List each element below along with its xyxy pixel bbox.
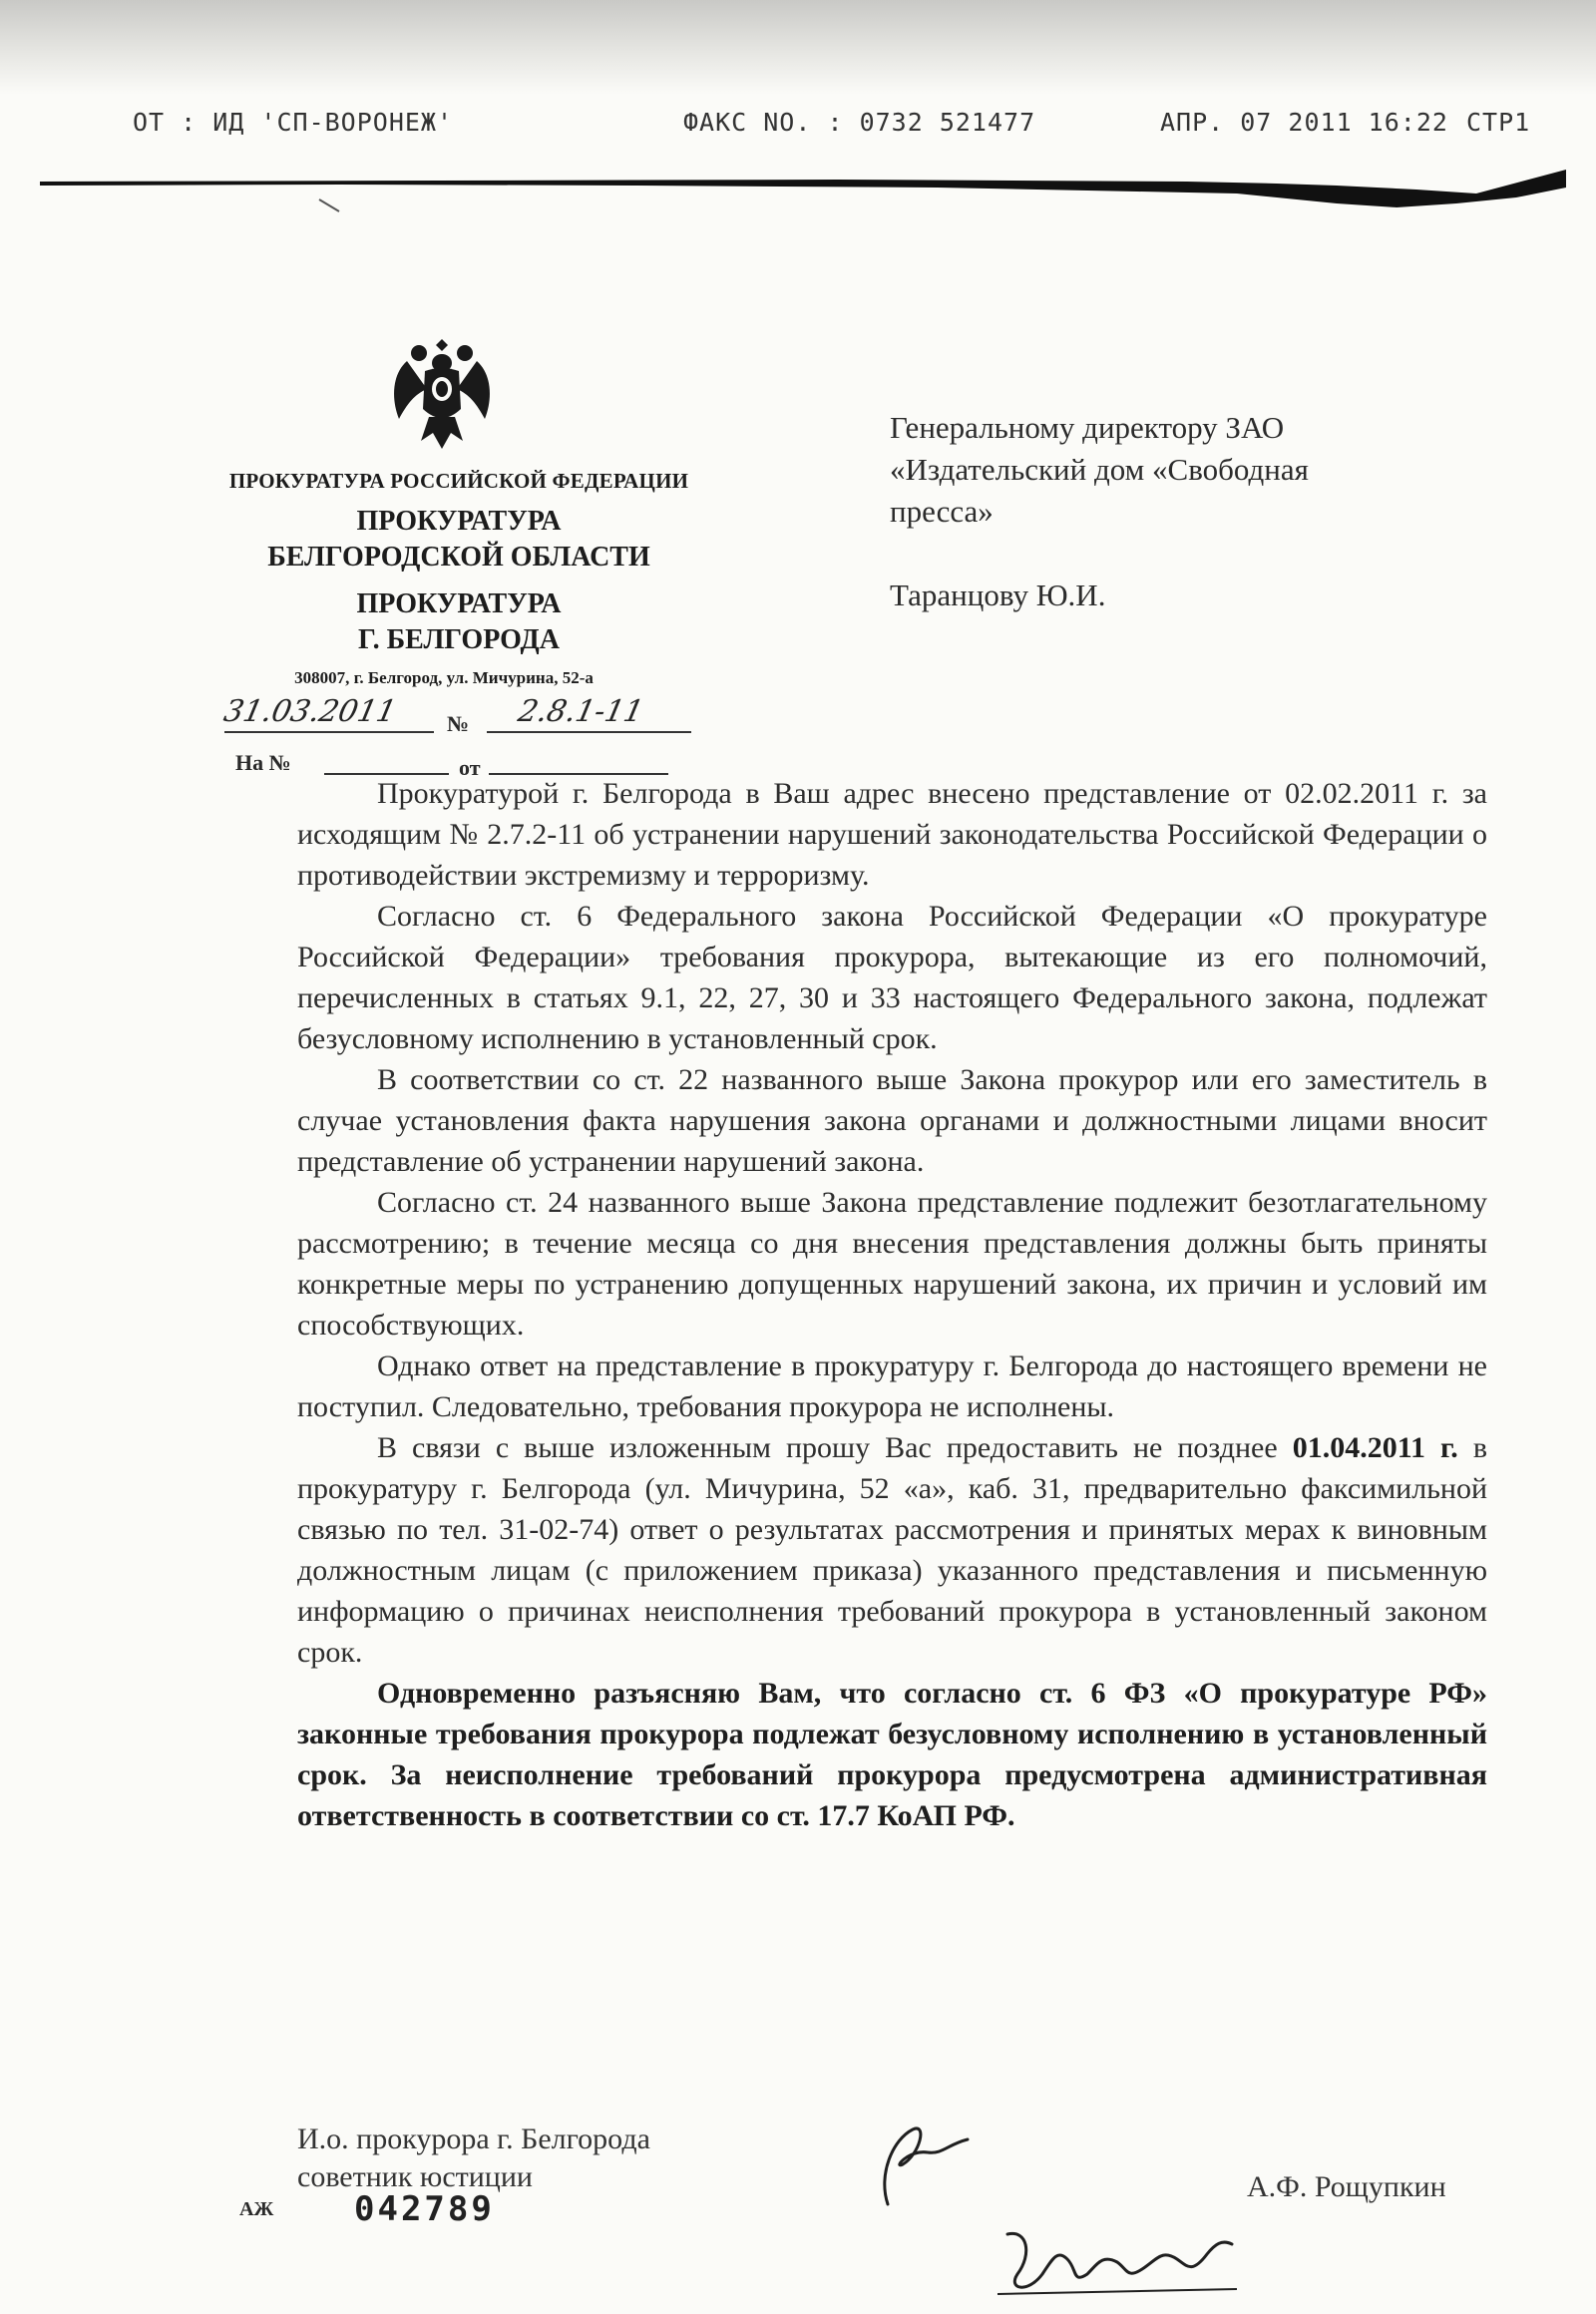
org-region-line1: ПРОКУРАТУРА (356, 506, 562, 537)
scan-shadow (0, 0, 1596, 95)
paragraph-7-warning: Одновременно разъясняю Вам, что согласно ст. 6 ФЗ «О прокуратуре РФ» законные требования прокурора подлежат безусловному исполнению в установленный срок. За неисполнение требований прокурора предусмотрена административная ответственность в соответствии со ст. 17.7 КоАП РФ. (297, 1677, 1487, 1832)
paragraph-6 (297, 1427, 1487, 1673)
signer-title-line1: И.о. прокурора г. Белгорода (297, 2122, 650, 2155)
form-serial-number: 042789 (354, 2189, 495, 2229)
org-federal: ПРОКУРАТУРА РОССИЙСКОЙ ФЕДЕРАЦИИ (228, 469, 689, 493)
paragraph-4: Согласно ст. 24 названного выше Закона представление подлежит безотлагательному рассмотрению; в течение месяца со дня внесения представления должны быть приняты конкретные меры по устранению допущенных нарушений закона, их причин и условий им способствующих. (297, 1186, 1487, 1342)
handwritten-signature-2 (988, 2214, 1247, 2304)
paragraph-2: Согласно ст. 6 Федерального закона Российской Федерации «О прокуратуре Российской Федерации» требования прокурора, вытекающие из его полномочий, перечисленных в статьях 9.1, 22, 27, 30 и 33 настоящего Федерального закона, подлежат безусловному исполнению в установленный срок. (297, 900, 1487, 1055)
ref-from-label: от (459, 755, 481, 780)
outgoing-number-handwritten: 2.8.1-11 (515, 694, 647, 729)
paragraph-6-rest: в прокуратуру г. Белгорода (ул. Мичурина, 52 «а», каб. 31, предварительно факсимильной связью по тел. 31-02-74) ответ о результатах рассмотрения и принятых мерах к виновным должностным лицам (с приложением приказа) указанного представления и письменную информацию о причинах неисполнения требований прокурора в установленный законом срок. (297, 1431, 1487, 1669)
ref-number-label: На № (235, 750, 291, 775)
fax-datetime: АПР. 07 2011 16:22 (1160, 108, 1448, 137)
serial-label: АЖ (239, 2198, 274, 2220)
addressee-line2: «Издательский дом «Свободная (890, 452, 1309, 487)
org-region-line2: БЕЛГОРОДСКОЙ ОБЛАСТИ (267, 542, 650, 573)
date-underline (224, 731, 434, 733)
fax-page-number: СТР1 (1466, 108, 1531, 137)
org-city-line2: Г. БЕЛГОРОДА (357, 624, 561, 655)
paragraph-6-start: В связи с выше изложенным прошу Вас предоставить не позднее (377, 1431, 1293, 1464)
paragraph-5: Однако ответ на представление в прокуратуру г. Белгорода до настоящего времени не поступил. Следовательно, требования прокурора не исполнены. (297, 1350, 1487, 1423)
number-label: № (447, 711, 470, 736)
addressee-line3: пресса» (890, 494, 994, 529)
fax-number: ФАКС NO. : 0732 521477 (683, 108, 1036, 137)
fax-from: ОТ : ИД 'СП-ВОРОНЕЖ' (133, 108, 454, 137)
paragraph-1: Прокуратурой г. Белгорода в Ваш адрес внесено представление от 02.02.2011 г. за исходящим № 2.7.2-11 об устранении нарушений законодательства Российской Федерации о противодействии экстремизму и терроризму. (297, 777, 1487, 892)
fax-transmission-line (40, 168, 1566, 217)
addressee-line1: Генеральному директору ЗАО (890, 410, 1285, 445)
double-headed-eagle-emblem-icon (387, 329, 497, 454)
deadline-date: 01.04.2011 г. (1292, 1431, 1458, 1464)
letter-body (297, 773, 1487, 1836)
number-underline (487, 731, 691, 733)
org-address: 308007, г. Белгород, ул. Мичурина, 52-а (294, 668, 594, 687)
signer-name: А.Ф. Рощупкин (1247, 2170, 1446, 2203)
addressee-block (890, 407, 1408, 616)
outgoing-date-handwritten: 31.03.2011 (220, 694, 400, 729)
signer-title-line2: советник юстиции (297, 2160, 533, 2193)
addressee-name: Таранцову Ю.И. (890, 578, 1106, 612)
handwritten-signature-1 (858, 2115, 978, 2214)
paragraph-3: В соответствии со ст. 22 названного выше Закона прокурор или его заместитель в случае установления факта нарушения закона органами и должностными лицами вносит представление об устранении нарушений закона. (297, 1063, 1487, 1178)
org-city-line1: ПРОКУРАТУРА (356, 588, 562, 619)
